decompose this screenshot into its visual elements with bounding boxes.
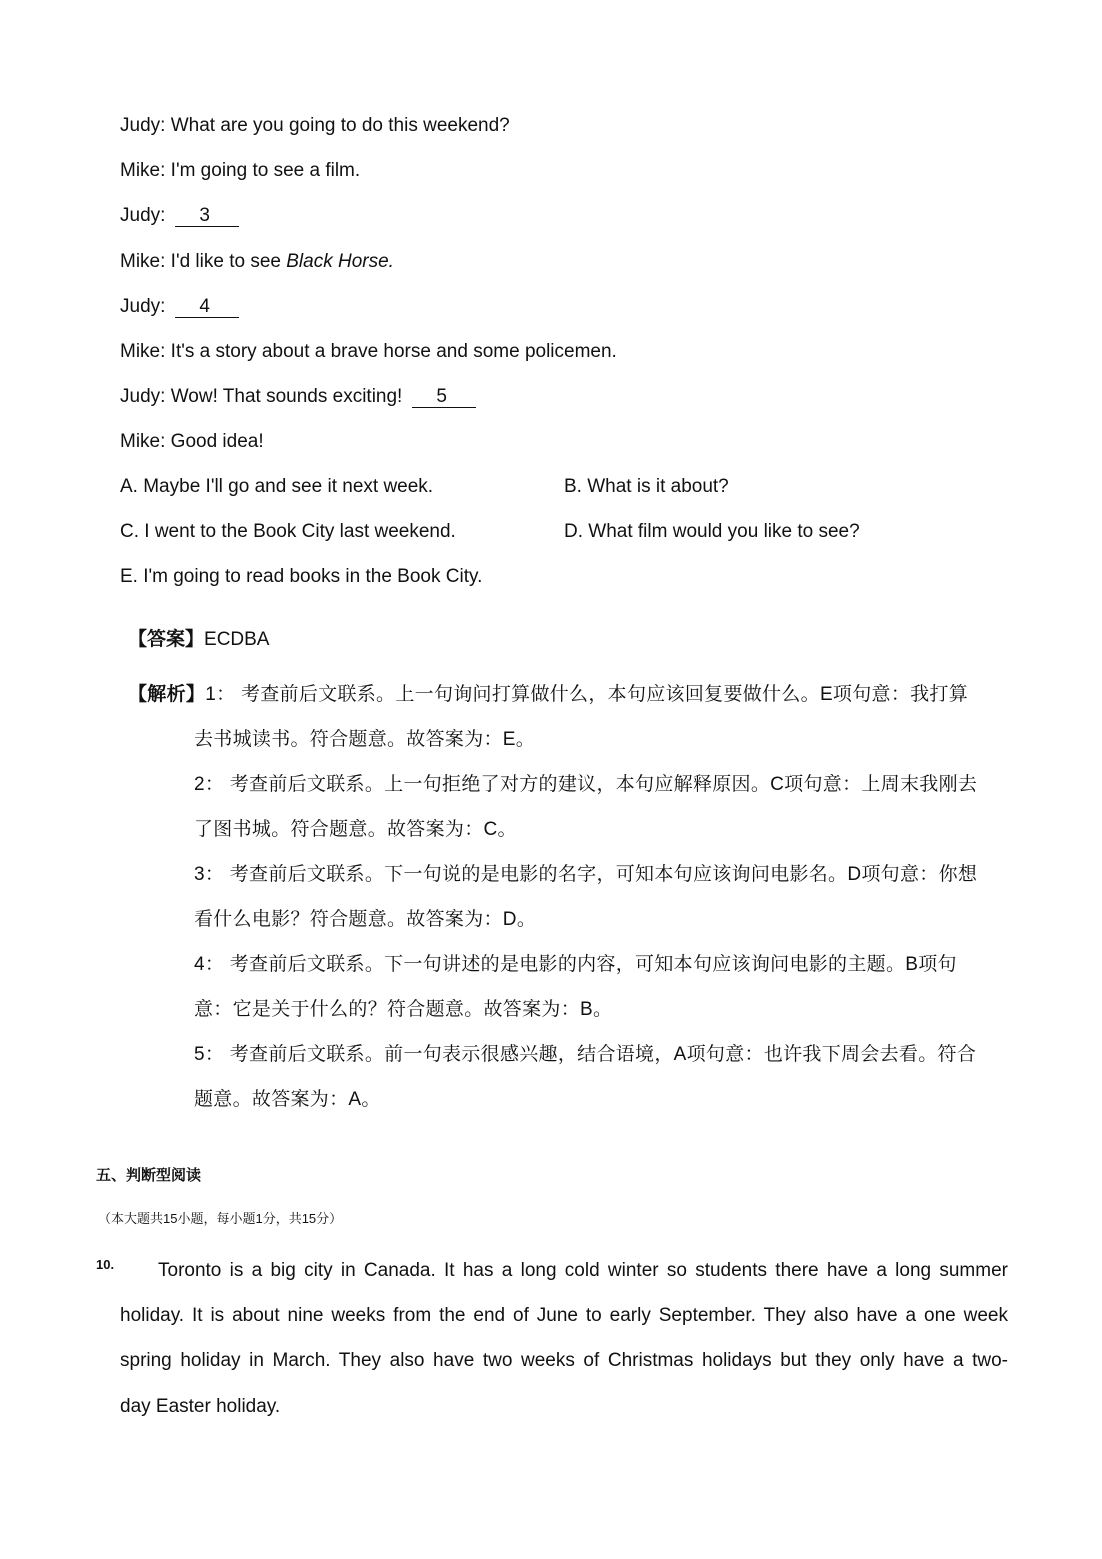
section-note: （本大题共15小题，每小题1分，共15分）	[98, 1211, 343, 1226]
explanation-1b: 去书城读书。符合题意。故答案为：E。	[194, 729, 536, 750]
dialogue-line-6: Mike: It's a story about a brave horse and some policemen.	[120, 341, 617, 362]
option-d: D. What film would you like to see?	[564, 521, 860, 542]
answer-line	[128, 627, 269, 653]
blank-number: 4	[199, 296, 210, 317]
blank-4	[175, 297, 239, 318]
explanation-text: 1： 考查前后文联系。上一句询问打算做什么，本句应该回复要做什么。E项句意：我打算	[205, 684, 969, 705]
blank-3	[175, 206, 239, 227]
blank-number: 3	[199, 205, 210, 226]
dialogue-line-5	[120, 294, 239, 320]
explanation-3a: 3： 考查前后文联系。下一句说的是电影的名字，可知本句应该询问电影名。D项句意：你想	[194, 864, 978, 885]
passage-line-2: holiday. It is about nine weeks from the end of June to early September. They also have a one week	[120, 1305, 1008, 1326]
explanation-3b: 看什么电影？符合题意。故答案为：D。	[194, 909, 537, 930]
dialogue-line-1: Judy: What are you going to do this weekend?	[120, 115, 510, 136]
dialogue-line-4	[120, 249, 394, 275]
dialogue-text: Judy: Wow! That sounds exciting!	[120, 386, 403, 407]
explanation-label: 【解析】	[128, 684, 206, 705]
option-c: C. I went to the Book City last weekend.	[120, 521, 456, 542]
speaker-judy: Judy:	[120, 296, 166, 317]
film-title: Black Horse.	[286, 251, 394, 272]
answer-label: 【答案】	[128, 629, 205, 650]
explanation-1a	[128, 682, 968, 708]
dialogue-text: Mike: I'd like to see	[120, 251, 287, 272]
option-a: A. Maybe I'll go and see it next week.	[120, 476, 434, 497]
explanation-4a: 4： 考查前后文联系。下一句讲述的是电影的内容，可知本句应该询问电影的主题。B项句	[194, 954, 957, 975]
explanation-5a: 5： 考查前后文联系。前一句表示很感兴趣，结合语境，A项句意：也许我下周会去看。符合	[194, 1044, 977, 1065]
passage-line-1: Toronto is a big city in Canada. It has a long cold winter so students there have a long summer	[158, 1260, 1008, 1281]
explanation-4b: 意：它是关于什么的？符合题意。故答案为：B。	[194, 999, 613, 1020]
question-number: 10.	[96, 1257, 115, 1272]
blank-number: 5	[436, 386, 447, 407]
speaker-judy: Judy:	[120, 205, 166, 226]
explanation-2a: 2： 考查前后文联系。上一句拒绝了对方的建议，本句应解释原因。C项句意：上周末我刚去	[194, 774, 978, 795]
dialogue-line-7	[120, 384, 476, 410]
explanation-5b: 题意。故答案为：A。	[194, 1089, 381, 1110]
answer-value: ECDBA	[204, 629, 270, 650]
dialogue-line-2: Mike: I'm going to see a film.	[120, 160, 361, 181]
option-b: B. What is it about?	[564, 476, 729, 497]
section-title: 五、判断型阅读	[96, 1167, 202, 1184]
passage-line-4: day Easter holiday.	[120, 1396, 281, 1417]
dialogue-line-8: Mike: Good idea!	[120, 431, 264, 452]
explanation-2b: 了图书城。符合题意。故答案为：C。	[194, 819, 517, 840]
passage-line-3: spring holiday in March. They also have two weeks of Christmas holidays but they only have a two-	[120, 1350, 1008, 1371]
option-e: E. I'm going to read books in the Book City.	[120, 566, 483, 587]
blank-5	[412, 387, 476, 408]
dialogue-line-3	[120, 203, 239, 229]
